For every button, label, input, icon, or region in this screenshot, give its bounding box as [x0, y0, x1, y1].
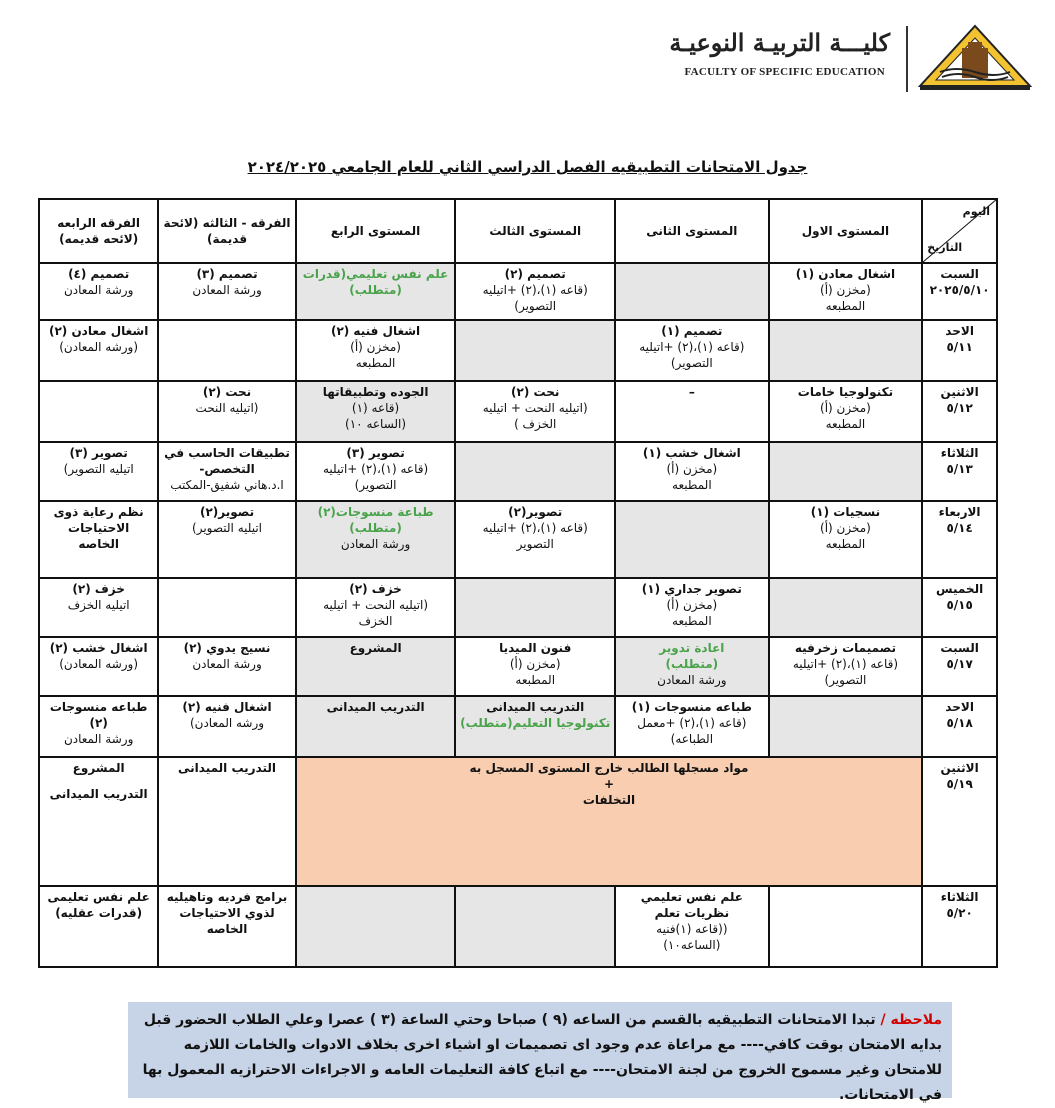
course-location: ا.د.هاني شفيق-المكتب — [170, 478, 284, 493]
course-name: التخصص- — [199, 462, 255, 477]
day-cell — [922, 578, 997, 637]
day-date: ٥/١٧ — [946, 657, 973, 672]
schedule-cell — [39, 886, 158, 967]
course-name: اشغال فنيه (٢) — [330, 323, 421, 338]
page-header — [0, 0, 1055, 110]
schedule-cell — [158, 263, 295, 320]
schedule-cell — [615, 263, 769, 320]
course-location: ورشة المعادن — [63, 732, 134, 747]
course-location: المطبعه — [825, 299, 866, 313]
course-name: علم نفس تعليمى — [47, 889, 150, 904]
schedule-title: جدول الامتحانات التطبيقيه الفصل الدراسي الثاني للعام الجامعي ٢٠٢٤/٢٠٢٥ — [247, 158, 808, 176]
course-name: نسجيات (١) — [810, 505, 881, 520]
faculty-name-arabic: كليـــة التربيـة النوعيـة — [669, 28, 890, 57]
course-location: (قاعه (١)،(٢) +اتيليه — [482, 521, 588, 536]
course-location: ورشة المعادن — [340, 537, 411, 552]
course-location: الخزف ) — [514, 417, 557, 431]
course-location: اتيليه التصوير) — [63, 462, 134, 477]
table-row — [39, 501, 997, 578]
course-name: نظم رعاية ذوى — [53, 505, 144, 520]
course-location: ورشة المعادن — [63, 283, 134, 297]
course-location: (اتيليه النحت + اتيليه — [482, 401, 588, 415]
course-location: (ورشه المعادن) — [59, 339, 139, 354]
day-name: السبت — [940, 267, 979, 281]
schedule-cell — [769, 501, 923, 578]
day-cell — [922, 886, 997, 967]
corner-header-cell — [922, 199, 997, 263]
merged-line: + — [603, 777, 615, 792]
course-name: تكنولوجيا التعليم(متطلب) — [460, 716, 611, 731]
course-name: برامج فرديه وتاهيليه — [166, 889, 288, 904]
course-location: (قاعه (١)،(٢) +اتيليه — [482, 283, 588, 297]
day-date: ٥/٢٠ — [946, 905, 973, 920]
corner-date-label: التاريخ — [927, 241, 963, 254]
schedule-cell — [455, 696, 615, 757]
day-cell — [922, 442, 997, 501]
course-name: نحت (٢) — [511, 385, 560, 399]
day-name: الثلاثاء — [940, 889, 979, 904]
schedule-cell — [39, 320, 158, 381]
schedule-cell — [39, 442, 158, 501]
schedule-cell — [615, 381, 769, 442]
course-name: تصوير جداري (١) — [641, 582, 742, 597]
schedule-cell — [769, 320, 923, 381]
course-name: طباعه منسوجات (١) — [631, 700, 752, 715]
table-row — [39, 263, 997, 320]
course-name: (متطلب) — [349, 283, 402, 297]
course-name: اشغال فنيه (٢) — [182, 700, 272, 715]
course-name: تطبيقات الحاسب في — [164, 446, 290, 461]
table-row-monday-19 — [39, 757, 997, 885]
course-location: (مخزن (أ) — [820, 521, 871, 536]
schedule-cell — [296, 381, 456, 442]
course-name: – — [688, 385, 695, 399]
day-cell — [922, 320, 997, 381]
course-location: (مخزن (أ) — [666, 462, 718, 477]
course-location: (مخزن (أ) — [350, 339, 401, 354]
day-name: الثلاثاء — [940, 446, 979, 461]
course-name: علم نفس تعليمي — [640, 889, 743, 904]
course-name: تصميم (٣) — [196, 267, 258, 281]
course-name: التدريب الميدانى — [49, 787, 148, 802]
schedule-cell — [39, 501, 158, 578]
schedule-cell — [158, 501, 295, 578]
course-location: ((قاعه (١)فنيه — [656, 921, 728, 936]
day-name: الاثنين — [940, 761, 979, 776]
schedule-cell — [615, 578, 769, 637]
schedule-cell — [769, 578, 923, 637]
schedule-cell — [296, 442, 456, 501]
day-cell — [922, 263, 997, 320]
exam-schedule-table — [38, 198, 998, 968]
course-name: خزف (٢) — [72, 582, 125, 597]
schedule-cell — [158, 637, 295, 696]
course-name: (٢) — [89, 716, 108, 731]
course-location: التصوير) — [514, 299, 557, 313]
day-cell — [922, 501, 997, 578]
schedule-cell — [455, 442, 615, 501]
schedule-cell — [158, 886, 295, 967]
course-location: التصوير) — [670, 355, 713, 370]
course-location: الخزف — [358, 614, 393, 629]
day-name: الاحد — [945, 323, 974, 338]
schedule-cell — [39, 696, 158, 757]
day-date: ٥/١٨ — [946, 716, 973, 731]
schedule-cell — [296, 263, 456, 320]
table-row — [39, 637, 997, 696]
schedule-cell — [158, 578, 295, 637]
course-name: نحت (٢) — [202, 385, 252, 399]
course-name: نسيج يدوي (٢) — [183, 641, 271, 656]
schedule-cell — [39, 381, 158, 442]
course-location: ورشة المعادن — [657, 673, 727, 688]
note-text: تبدا الامتحانات التطبيقيه بالقسم من الساعه (٩ ) صباحا وحتي الساعة (٣ ) عصرا وعلي الطلاب الحضور قبل بدايه الامتحان بوقت كافي---- مع مراعاة عدم وجود اى تصميمات او اشياء اخرى بخلاف الادوات والخامات اللازمه للامتحان وغير مسموح الخروج من لجنة الامتحان---- مع اتباع كافة التعليمات العامه و الاجراءات الاحترازيه المعمول بها في الامتحانات. — [142, 1012, 942, 1103]
schedule-cell — [615, 442, 769, 501]
schedule-cell — [769, 442, 923, 501]
table-row — [39, 578, 997, 637]
schedule-cell — [39, 263, 158, 320]
schedule-cell — [455, 578, 615, 637]
course-name: المشروع — [349, 641, 402, 656]
day-date: ٢٠٢٥/٥/١٠ — [929, 283, 990, 297]
course-location: (قاعه (١)،(٢) +اتيليه — [639, 339, 745, 354]
column-header: المستوى الثانى — [615, 199, 769, 263]
course-name: اشغال خشب (٢) — [49, 641, 148, 656]
schedule-cell — [158, 442, 295, 501]
course-name: الخاصه — [206, 921, 248, 936]
course-location: المطبعه — [355, 355, 396, 370]
course-name: اعادة تدوير — [659, 641, 725, 656]
course-name: تصميم (١) — [661, 323, 723, 338]
course-name: التدريب الميدانى — [178, 761, 277, 776]
column-header: الفرقه الرابعه (لائحه قديمه) — [39, 199, 158, 263]
schedule-cell — [296, 886, 456, 967]
course-name: تصوير(٢) — [508, 505, 563, 520]
corner-day-label: اليوم — [962, 205, 990, 218]
course-name: تصوير(٢) — [199, 505, 255, 520]
column-header: المستوى الثالث — [455, 199, 615, 263]
course-name: التدريب الميدانى — [326, 700, 425, 715]
schedule-cell — [296, 320, 456, 381]
course-location: (قاعه (١)،(٢) +معمل — [637, 716, 747, 731]
course-location: (مخزن (أ) — [820, 401, 871, 415]
course-location: المطبعه — [825, 537, 866, 552]
course-name: تكنولوجيا خامات — [797, 385, 894, 399]
course-location: (اتيليه النحت — [195, 401, 259, 415]
schedule-cell — [158, 757, 295, 885]
course-name: طباعه منسوجات — [49, 700, 148, 715]
course-name: تصميم (٤) — [68, 267, 130, 281]
schedule-cell — [455, 381, 615, 442]
course-name: اشغال خشب (١) — [642, 446, 741, 461]
course-location: (مخزن (أ) — [666, 598, 718, 613]
schedule-cell — [455, 263, 615, 320]
schedule-cell — [769, 886, 923, 967]
course-location: (قاعه (١)،(٢) +اتيليه — [792, 657, 899, 672]
schedule-cell — [769, 696, 923, 757]
day-date: ٥/١١ — [946, 339, 973, 354]
schedule-cell — [455, 637, 615, 696]
course-location: (قاعه (١) — [351, 401, 400, 415]
course-name: الاحتياجات — [68, 521, 130, 536]
course-location: ورشة المعادن — [192, 657, 262, 672]
course-location: اتيليه التصوير) — [192, 521, 263, 536]
table-row — [39, 442, 997, 501]
table-row — [39, 381, 997, 442]
schedule-cell — [615, 886, 769, 967]
day-cell — [922, 381, 997, 442]
course-location: (الساعه١٠) — [663, 937, 721, 952]
course-name: المشروع — [72, 761, 125, 776]
day-name: الاثنين — [940, 385, 979, 399]
schedule-cell — [769, 263, 923, 320]
schedule-cell — [455, 886, 615, 967]
day-date: ٥/١٣ — [946, 462, 973, 477]
course-location: المطبعه — [672, 614, 712, 629]
schedule-cell — [158, 696, 295, 757]
column-header: المستوى الاول — [769, 199, 923, 263]
table-body — [39, 263, 997, 967]
schedule-cell — [615, 501, 769, 578]
column-header: الفرقه - الثالثه (لائحة قديمة) — [158, 199, 295, 263]
schedule-cell — [39, 578, 158, 637]
course-location: المطبعه — [515, 673, 556, 688]
course-name: فنون الميديا — [499, 641, 572, 656]
day-name: الخميس — [936, 582, 984, 597]
course-name: تصوير (٣) — [346, 446, 405, 461]
course-name: (متطلب) — [349, 521, 402, 536]
day-name: الاربعاء — [938, 505, 981, 520]
schedule-cell — [39, 757, 158, 885]
course-location: (الساعه ١٠) — [345, 417, 407, 431]
day-name: السبت — [940, 641, 979, 656]
schedule-cell — [158, 381, 295, 442]
day-date: ٥/١٤ — [946, 521, 973, 536]
schedule-cell — [769, 381, 923, 442]
course-name: علم نفس تعليمي(قدرات — [302, 267, 449, 281]
course-location: المطبعه — [825, 417, 866, 431]
schedule-cell — [296, 501, 456, 578]
course-name: تصوير (٣) — [69, 446, 128, 461]
day-date: ٥/١٩ — [946, 777, 973, 792]
course-location: التصوير — [516, 537, 554, 552]
course-location: (اتيليه النحت + اتيليه — [323, 598, 429, 613]
day-date: ٥/١٢ — [946, 401, 973, 415]
course-name: الجوده وتطبيقاتها — [322, 385, 429, 399]
course-name: اشغال معادن (٢) — [48, 323, 149, 338]
header-divider — [906, 26, 908, 92]
course-location: المطبعه — [672, 478, 712, 493]
course-location: ورشه المعادن) — [189, 716, 265, 731]
course-name: لذوي الاحتياجات — [179, 905, 275, 920]
course-location: الطباعه) — [670, 732, 714, 747]
course-location: (ورشه المعادن) — [59, 657, 139, 672]
university-logo-icon — [916, 22, 1034, 92]
course-name: خزف (٢) — [349, 582, 402, 597]
table-row-tuesday-20 — [39, 886, 997, 967]
course-location: (قاعه (١)،(٢) +اتيليه — [322, 462, 429, 477]
exam-note — [128, 1002, 952, 1103]
schedule-cell — [296, 637, 456, 696]
schedule-cell — [615, 637, 769, 696]
note-label: ملاحظه / — [880, 1012, 942, 1028]
schedule-cell — [158, 320, 295, 381]
day-cell — [922, 696, 997, 757]
schedule-cell — [39, 637, 158, 696]
course-location: (مخزن (أ) — [509, 657, 561, 672]
schedule-cell — [455, 320, 615, 381]
course-name: اشغال معادن (١) — [795, 267, 896, 281]
course-name: التدريب الميدانى — [486, 700, 585, 715]
course-name: تصميم (٢) — [504, 267, 566, 281]
course-name: نظريات تعلم — [654, 905, 730, 920]
course-location: ورشة المعادن — [192, 283, 262, 297]
schedule-cell — [455, 501, 615, 578]
course-location: (مخزن (أ) — [820, 283, 871, 297]
course-location: التصوير) — [354, 478, 397, 493]
schedule-cell — [615, 320, 769, 381]
course-name: الخاصه — [78, 537, 119, 552]
course-name: (قدرات عقليه) — [55, 905, 143, 920]
course-name: تصميمات زخرفيه — [794, 641, 896, 656]
day-cell — [922, 757, 997, 885]
merged-line: مواد مسجلها الطالب خارج المستوى المسجل به — [469, 761, 749, 776]
day-name: الاحد — [945, 700, 974, 715]
table-row — [39, 696, 997, 757]
course-location: اتيليه الخزف — [67, 598, 130, 613]
merged-notice-cell — [296, 757, 923, 885]
table-header-row — [39, 199, 997, 263]
schedule-cell — [615, 696, 769, 757]
schedule-cell — [296, 578, 456, 637]
course-name: طباعة منسوجات(٢) — [317, 505, 434, 520]
day-date: ٥/١٥ — [946, 598, 973, 613]
column-header: المستوى الرابع — [296, 199, 456, 263]
day-cell — [922, 637, 997, 696]
course-name: (متطلب) — [665, 657, 719, 672]
course-location: التصوير) — [824, 673, 867, 688]
merged-line: التخلفات — [582, 793, 636, 808]
table-row — [39, 320, 997, 381]
faculty-name-english: FACULTY OF SPECIFIC EDUCATION — [684, 66, 885, 78]
schedule-cell — [296, 696, 456, 757]
schedule-cell — [769, 637, 923, 696]
